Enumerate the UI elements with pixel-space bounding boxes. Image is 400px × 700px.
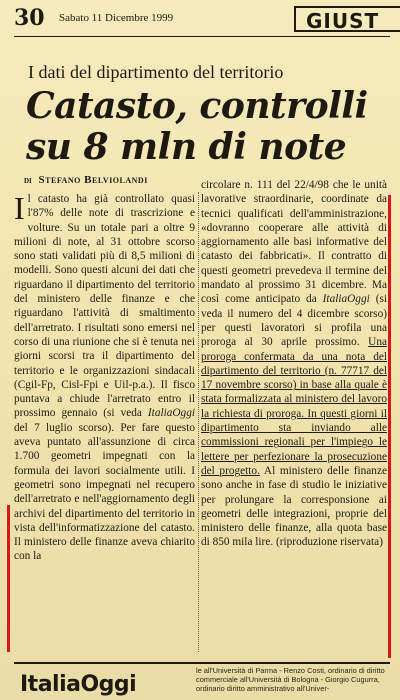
column-2-text: circolare n. 111 del 22/4/98 che le unità lavorative straordinarie, coordinate da tecnici qualificati dell'amministrazione, «dovranno cooperare alle attività di aggiornamento alle basi informative del catasto dei fabbricati». Il contratto di questi geometri prevedeva il termine del mandato al prossimo 31 dicembre. Ma così come anticipato da xyxy=(201,179,387,306)
issue-date: Sabato 11 Dicembre 1999 xyxy=(59,12,174,24)
reproduction-notice: (riproduzione riservata) xyxy=(276,536,383,549)
drop-cap: I xyxy=(14,190,25,226)
column-2-text-continued: (si veda il numero del 4 dicembre scorso) per questi lavoratori si profila una proroga al 30 aprile prossimo. xyxy=(201,293,387,349)
column-divider xyxy=(198,192,199,652)
source-reference: ItaliaOggi xyxy=(322,293,370,306)
newspaper-logo: ItaliaOggi xyxy=(20,672,137,697)
red-highlight-mark-right xyxy=(388,195,391,658)
page-number: 30 xyxy=(14,5,45,31)
byline-prefix: di xyxy=(24,175,32,186)
article-headline: Catasto, controlli su 8 mln di note xyxy=(26,85,368,168)
article-kicker: I dati del dipartimento del territorio xyxy=(28,62,284,82)
article-column-2 xyxy=(201,178,387,550)
byline-author: Stefano Belviolandi xyxy=(38,174,148,186)
article-byline xyxy=(24,174,148,186)
column-1-text-continued: del 7 luglio scorso). Per fare questo aveva puntato all'assunzione di circa 1.700 geometri impegnati con la formula dei lavori socialmente utili. I geometri sono impegnati nel recupero dell'arretrato e nell'aggiornamento degli archivi del dipartimento del territorio in vista dell'informatizzazione del catasto. Il ministero delle finanze aveva chiarito con la xyxy=(14,421,195,563)
section-label: GIUST xyxy=(294,6,400,32)
footer-note: le all'Università di Parma - Renzo Costi, ordinario di diritto commerciale all'Università di Bologna - Giorgio Cugurra, ordinario diritto amministrativo all'Univer- xyxy=(196,666,385,693)
column-1-paragraph xyxy=(14,192,195,564)
source-reference: ItaliaOggi xyxy=(147,407,195,420)
article-column-1 xyxy=(14,192,195,564)
column-2-closing-text: Al ministero delle finanze sono anche in fase di studio le iniziative per prolungare la corresponsione ai geometri delle integrazioni, proprie del ministero delle finanze, alla quota base di 850 mila lire. xyxy=(201,464,387,549)
column-2-paragraph xyxy=(201,178,387,550)
footer-divider xyxy=(14,662,390,664)
red-highlight-mark-left xyxy=(7,505,10,652)
header-divider xyxy=(14,36,390,37)
column-1-text: l catasto ha già controllato quasi l'87% delle note di trascrizione e volture. Su un totale pari a oltre 9 milioni di note, al 31 ottobre scorso sono stati validati più di 8,5 milioni di modelli. Sono questi alcuni dei dati che riguardano il dipartimento del territorio del ministero delle finanze e che riguardano l'attività di smaltimento dell'arretrato. I risultati sono emersi nel corso di una riunione che si è tenuta nei giorni scorsi tra il dipartimento del territorio e le organizzazioni sindacali (Cgil-Fp, Cisl-Fpi e Uil-p.a.). Il fisco puntava a chiude l'arretrato entro il prossimo gennaio (si veda xyxy=(14,193,195,420)
underlined-passage: Una proroga confermata da una nota del dipartimento del territorio (n. 77717 del 17 novembre scorso) in base alla quale è stata formalizzata al ministero del lavoro la richiesta di proroga. In questi giorni il dipartimento sta inviando alle commissioni regionali per l'impiego le lettere per perfezionare la prosecuzione del progetto. xyxy=(201,336,387,477)
